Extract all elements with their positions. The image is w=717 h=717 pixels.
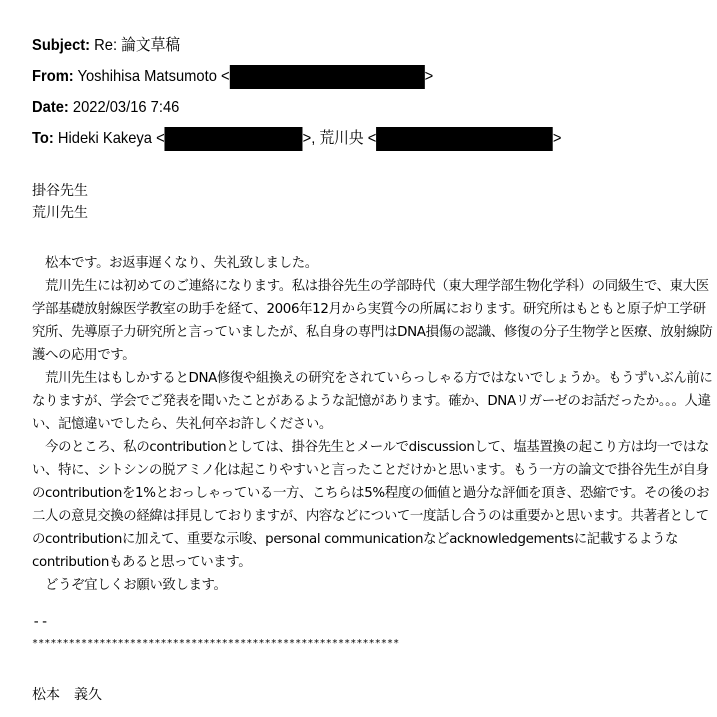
signature-dash: -- <box>32 614 49 630</box>
date-label: Date: <box>32 99 69 116</box>
from-label: From: <box>32 68 74 85</box>
date-value: 2022/03/16 7:46 <box>72 99 180 116</box>
body-paragraph: 荒川先生はもしかするとDNA修復や組換えの研究をされていらっしゃる方ではないでしょうか。もうずいぶん前になりますが、学会でご発表を聞いたことがあるような記憶があります。確か、DNAリガーゼのお話だったか。。。人違い、記憶違いでしたら、失礼何卒お許しください。 <box>32 371 713 432</box>
date-line <box>32 92 658 123</box>
to-name-1: Hideki Kakeya < <box>57 130 165 147</box>
body-paragraph: どうぞ宜しくお願い致します。 <box>32 578 227 593</box>
subject-value: Re: 論文草稿 <box>94 37 181 54</box>
subject-label: Subject: <box>32 37 91 54</box>
body-paragraph: 今のところ、私のcontributionとしては、掛谷先生とメールでdiscussionして、塩基置換の起こり方は均一ではない、特に、シトシンの脱アミノ化は起こりやすいと言ったことだけかと思います。もう一方の論文で掛谷先生が自身のcontributionを1%とおっしゃっている一方、こちらは5%程度の価値と過分な評価を頂き、恐縮です。その後のお二人の意見交換の経緯は拝見しておりますが、内容などについて一度話し合うのは重要かと思います。共著者としてのcontributionに加えて、重要な示唆、personal communicationなどacknowledgementsに記載するようなcontributionもあると思っています。 <box>32 440 710 570</box>
body-paragraph: 荒川先生には初めてのご連絡になります。私は掛谷先生の学部時代（東大理学部生物化学科）の同級生で、東大医学部基礎放射線医学教室の助手を経て、2006年12月から実質今の所属におります。研究所はもともと原子炉工学研究所、先導原子力研究所と言っていましたが、私自身の専門はDNA損傷の認識、修復の分子生物学と医療、放射線防護への応用です。 <box>32 279 713 363</box>
from-name: Yoshihisa Matsumoto < <box>77 68 230 85</box>
email-header <box>32 30 712 154</box>
to-separator: >, 荒川央 < <box>302 130 377 147</box>
redacted-email <box>165 127 303 151</box>
signature-name: 松本 義久 <box>32 687 102 703</box>
greeting-line: 掛谷先生 <box>32 183 88 199</box>
to-close: > <box>552 130 562 147</box>
signature-divider: ************************************************************ <box>32 638 400 649</box>
redacted-email <box>376 127 553 151</box>
greeting <box>32 180 88 224</box>
subject-line <box>32 30 658 61</box>
body-paragraph: 松本です。お返事遅くなり、失礼致しました。 <box>32 256 318 271</box>
to-line <box>32 123 658 154</box>
from-close: > <box>424 68 434 85</box>
from-line <box>32 61 658 92</box>
to-label: To: <box>32 130 54 147</box>
greeting-line: 荒川先生 <box>32 205 88 221</box>
redacted-email <box>230 65 425 89</box>
email-body <box>32 252 717 597</box>
